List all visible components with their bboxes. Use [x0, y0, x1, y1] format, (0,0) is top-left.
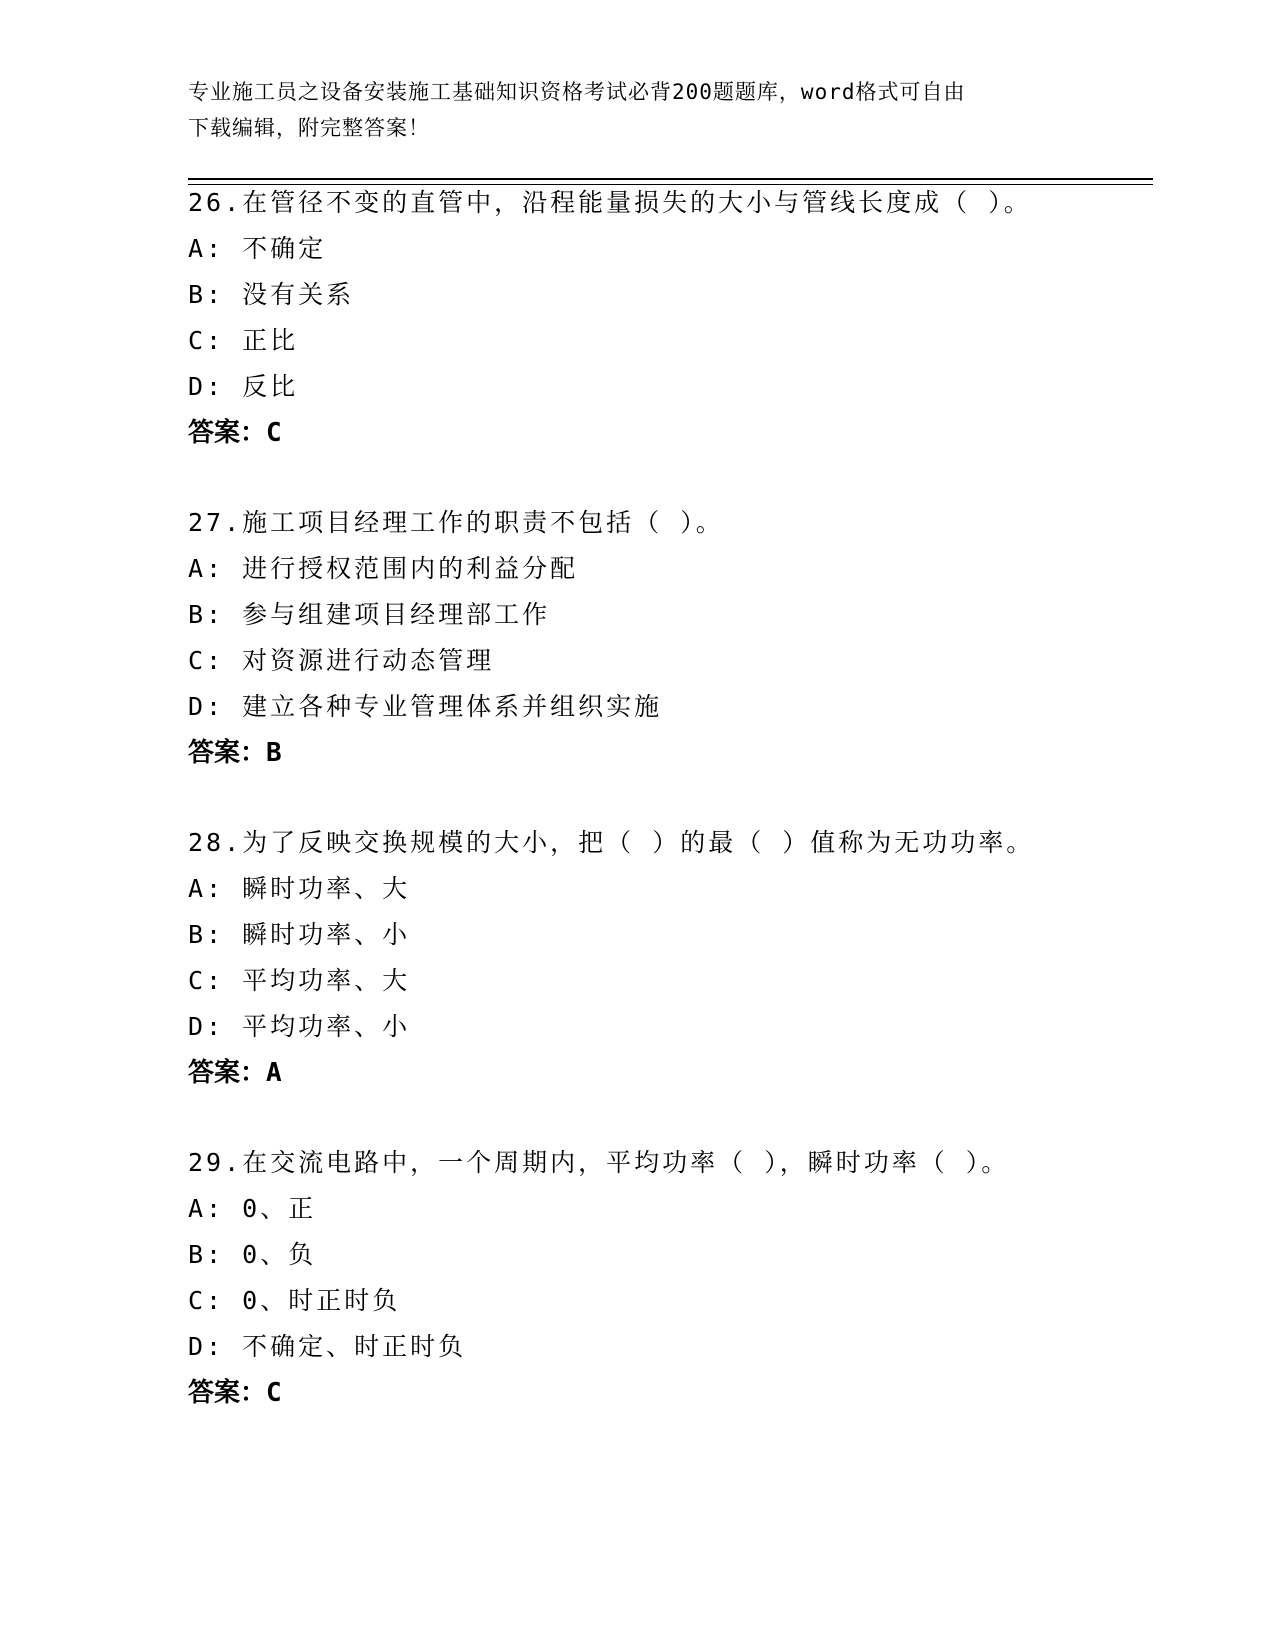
answer: 答案：C	[188, 418, 282, 448]
option-b: B: 0、负	[188, 1240, 317, 1269]
option-b: B: 瞬时功率、小	[188, 920, 411, 949]
option-a: A: 瞬时功率、大	[188, 874, 411, 903]
header-line-2: 下载编辑，附完整答案！	[188, 116, 430, 140]
option-a: A: 不确定	[188, 234, 327, 263]
question-title: 27.施工项目经理工作的职责不包括（ ）。	[188, 508, 724, 537]
option-a: A: 0、正	[188, 1194, 317, 1223]
option-c: C: 对资源进行动态管理	[188, 646, 495, 675]
option-d: D: 反比	[188, 372, 299, 401]
option-c: C: 正比	[188, 326, 299, 355]
option-d: D: 平均功率、小	[188, 1012, 411, 1041]
question-26	[188, 180, 1188, 456]
option-d: D: 不确定、时正时负	[188, 1332, 467, 1361]
option-a: A: 进行授权范围内的利益分配	[188, 554, 579, 583]
question-27	[188, 500, 1188, 776]
answer: 答案：B	[188, 738, 282, 768]
question-28	[188, 820, 1188, 1096]
option-c: C: 平均功率、大	[188, 966, 411, 995]
answer: 答案：C	[188, 1378, 282, 1408]
question-title: 29.在交流电路中，一个周期内，平均功率（ ），瞬时功率（ ）。	[188, 1148, 1010, 1177]
answer: 答案：A	[188, 1058, 282, 1088]
document-header	[188, 74, 1088, 146]
option-b: B: 没有关系	[188, 280, 355, 309]
option-b: B: 参与组建项目经理部工作	[188, 600, 551, 629]
option-c: C: 0、时正时负	[188, 1286, 401, 1315]
option-d: D: 建立各种专业管理体系并组织实施	[188, 692, 663, 721]
question-title: 26.在管径不变的直管中，沿程能量损失的大小与管线长度成（ ）。	[188, 188, 1032, 217]
header-line-1: 专业施工员之设备安装施工基础知识资格考试必背200题题库，word格式可自由	[188, 80, 966, 104]
question-29	[188, 1140, 1188, 1416]
question-title: 28.为了反映交换规模的大小，把（ ）的最（ ）值称为无功功率。	[188, 828, 1035, 857]
